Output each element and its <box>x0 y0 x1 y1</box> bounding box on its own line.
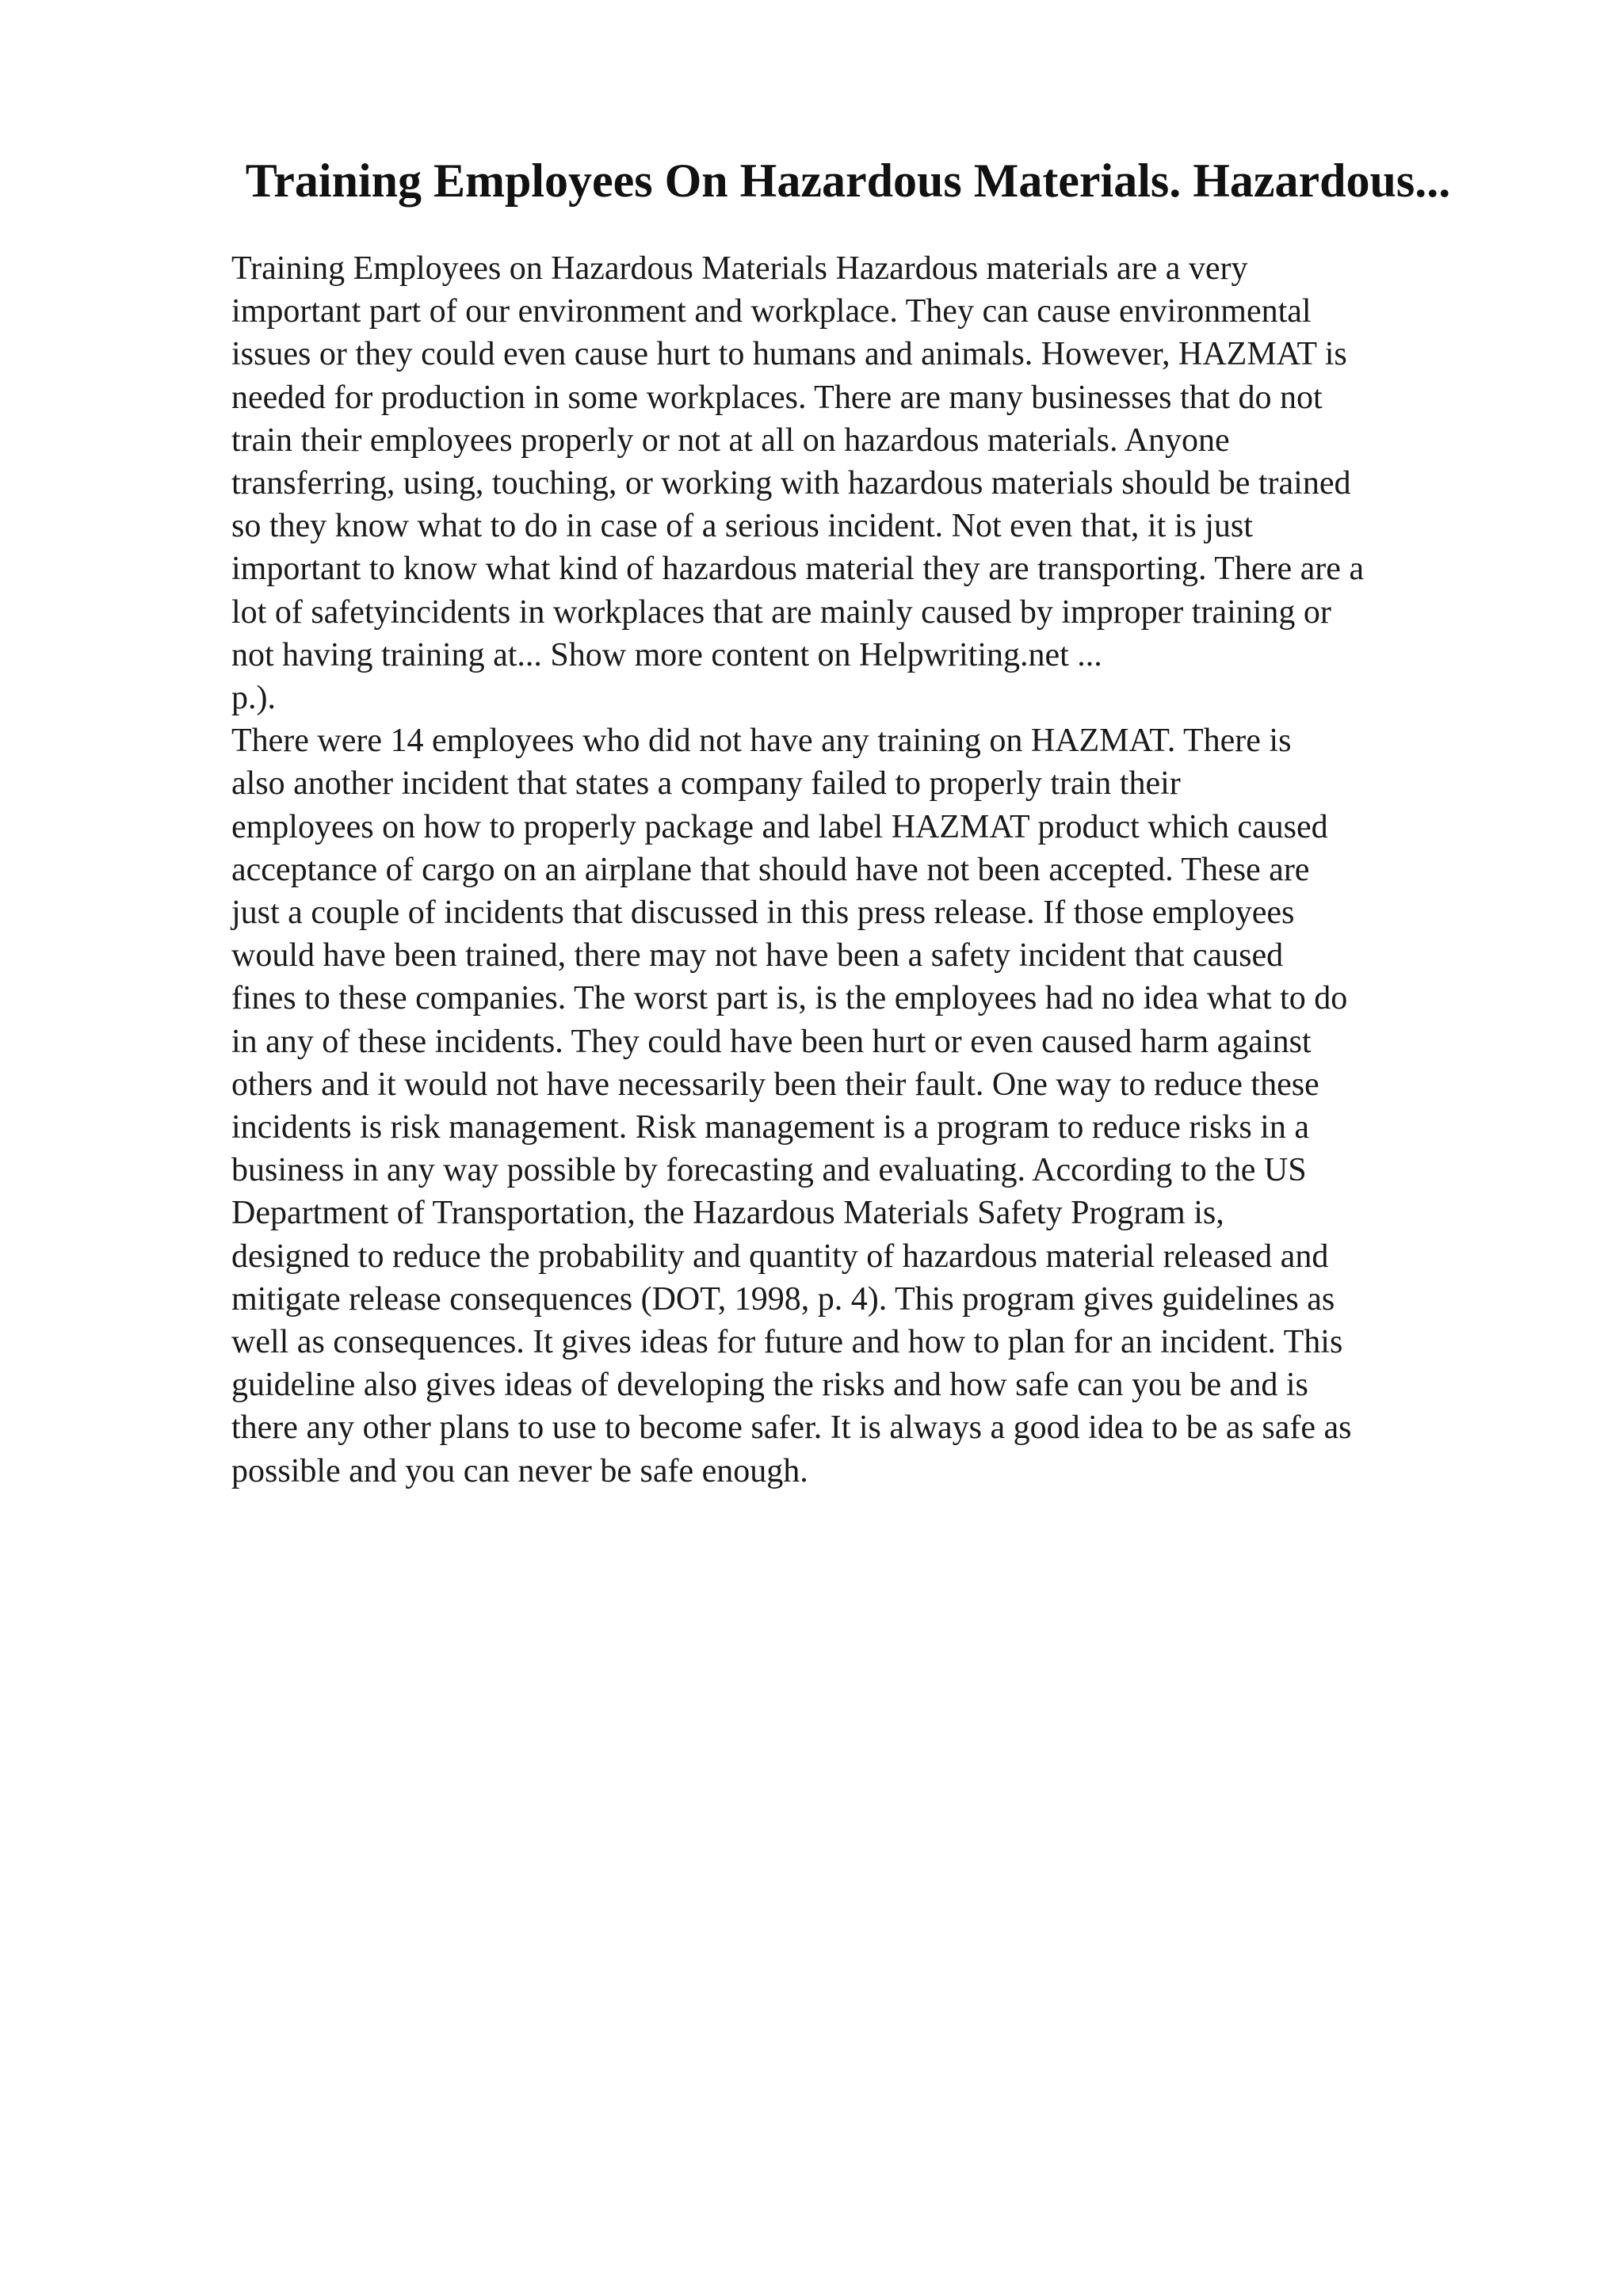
document-body <box>231 247 1515 1493</box>
body-text-line: lot of safetyincidents in workplaces that are mainly caused by improper training or <box>231 593 1331 631</box>
body-text-line: there any other plans to use to become safer. It is always a good idea to be as safe as <box>231 1409 1352 1447</box>
body-text-line: others and it would not have necessarily been their fault. One way to reduce these <box>231 1066 1319 1103</box>
document-title: Training Employees On Hazardous Materials. Hazardous... <box>245 154 1451 207</box>
body-text-line: also another incident that states a company failed to properly train their <box>231 765 1181 803</box>
body-text-line: just a couple of incidents that discussed in this press release. If those employees <box>231 894 1295 932</box>
body-text-line: important to know what kind of hazardous material they are transporting. There are a <box>231 551 1365 588</box>
body-text-line: incidents is risk management. Risk management is a program to reduce risks in a <box>231 1109 1309 1146</box>
body-text-line: would have been trained, there may not have been a safety incident that caused <box>231 937 1284 974</box>
body-text-line: business in any way possible by forecasting and evaluating. According to the US <box>231 1152 1307 1189</box>
body-text-line: train their employees properly or not at all on hazardous materials. Anyone <box>231 421 1230 459</box>
body-text-line: guideline also gives ideas of developing the risks and how safe can you be and is <box>231 1367 1308 1404</box>
body-text-line: There were 14 employees who did not have any training on HAZMAT. There is <box>231 723 1292 760</box>
body-text-line: fines to these companies. The worst part is, is the employees had no idea what to do <box>231 980 1348 1017</box>
body-text-line: acceptance of cargo on an airplane that should have not been accepted. These are <box>231 851 1310 888</box>
body-text-line: issues or they could even cause hurt to humans and animals. However, HAZMAT is <box>231 336 1347 373</box>
body-text-line: employees on how to properly package and label HAZMAT product which caused <box>231 808 1328 845</box>
body-text-line: mitigate release consequences (DOT, 1998, p. 4). This program gives guidelines as <box>231 1280 1335 1318</box>
body-text-line: needed for production in some workplaces. There are many businesses that do not <box>231 379 1323 416</box>
body-text-line: important part of our environment and workplace. They can cause environmental <box>231 293 1312 330</box>
body-text-line: p.). <box>231 680 276 717</box>
body-text-line: Department of Transportation, the Hazardous Materials Safety Program is, <box>231 1195 1224 1232</box>
body-text-line: not having training at... Show more content on Helpwriting.net ... <box>231 636 1102 673</box>
body-text-line: in any of these incidents. They could have been hurt or even caused harm against <box>231 1023 1312 1060</box>
body-text-line: Training Employees on Hazardous Materials Hazardous materials are a very <box>231 250 1248 287</box>
body-text-line: transferring, using, touching, or working with hazardous materials should be trained <box>231 465 1351 502</box>
body-text-line: designed to reduce the probability and quantity of hazardous material released and <box>231 1238 1329 1275</box>
body-text-line: well as consequences. It gives ideas for future and how to plan for an incident. This <box>231 1324 1343 1361</box>
body-text-line: possible and you can never be safe enough. <box>231 1452 808 1489</box>
body-text-line: so they know what to do in case of a serious incident. Not even that, it is just <box>231 508 1253 545</box>
